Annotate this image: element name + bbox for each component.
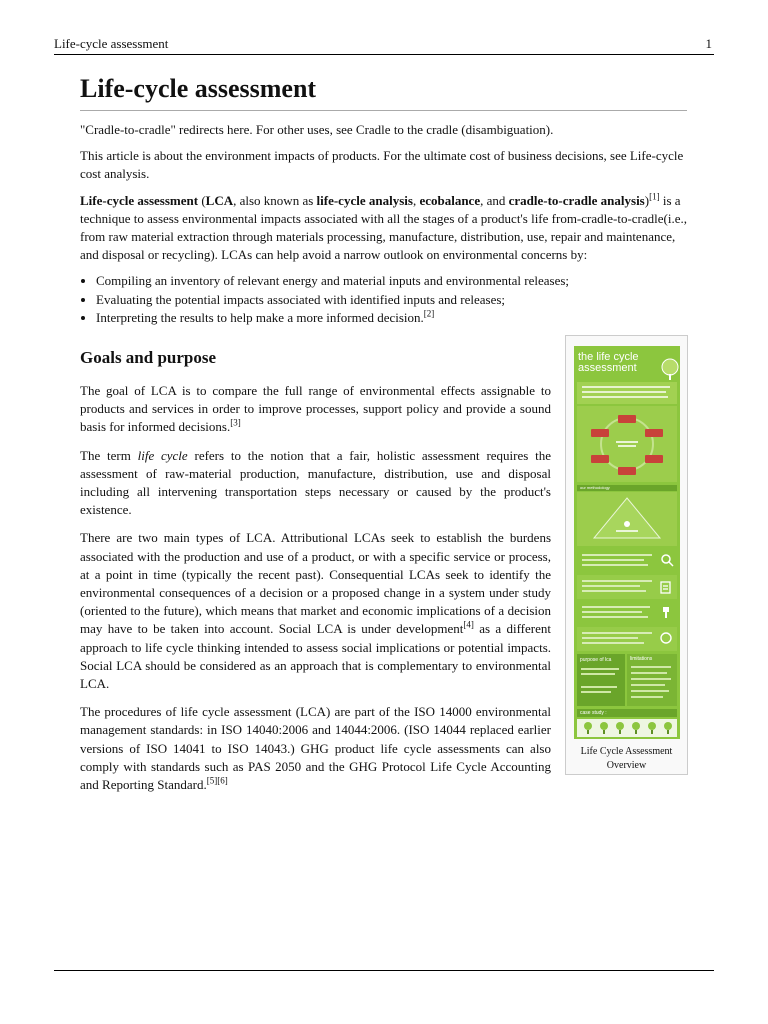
section-heading: Goals and purpose — [80, 348, 217, 368]
term-abbrev: LCA — [205, 192, 234, 208]
infographic-label-methodology: our methodology — [580, 485, 610, 490]
paragraph-text: refers to the notion that a fair, holistic assessment requires the assessment of raw-material production, manufacture, distribution, use and disposal including all intervening transportation steps necessary or caused by the product's existence. — [80, 447, 551, 518]
bullet-list — [80, 272, 687, 327]
term-lca: Life-cycle assessment — [80, 192, 199, 208]
list-item: • Evaluating the potential impacts associated with identified inputs and releases; — [96, 291, 687, 309]
paragraph-text: The goal of LCA is to compare the full range of environmental effects assignable to products and services in order to improve processes, support policy and provide a sound basis for informed decisions. — [80, 383, 551, 435]
page-number: 1 — [705, 36, 712, 51]
running-title: Life-cycle assessment — [54, 36, 169, 51]
infographic-label-purpose: purpose of lca — [580, 657, 612, 663]
figure-caption: Life Cycle Assessment Overview — [580, 746, 673, 771]
paragraph — [80, 447, 551, 520]
intro-paragraph — [80, 192, 687, 265]
infographic-graphics — [574, 346, 680, 739]
paragraph — [80, 529, 551, 693]
reference-link[interactable]: [4] — [463, 620, 474, 631]
paragraph — [80, 382, 551, 437]
term-ecobalance: ecobalance — [419, 192, 481, 208]
running-header — [54, 36, 714, 55]
term-cradle-to-cradle: cradle-to-cradle analysis — [508, 192, 645, 208]
page-title: Life-cycle assessment — [80, 72, 687, 111]
hatnote-about: This article is about the environment impacts of products. For the ultimate cost of business decisions, see Life-cycle cost analysis. — [80, 148, 684, 182]
reference-link[interactable]: [5][6] — [206, 775, 228, 786]
list-item-text: Interpreting the results to help make a more informed decision. — [96, 309, 424, 325]
paragraph-text: as a different approach to life cycle thinking intended to assess social implications or potential impacts. Social LCA should be considered as an approach that is complementary to environmental LCA. — [80, 621, 551, 692]
infographic-label-case: case study : — [580, 710, 607, 716]
intro-text: , — [412, 192, 420, 208]
paragraph-text: There are two main types of LCA. Attributional LCAs seek to establish the burdens associated with the production and use of a product, or with a specific service or process, at a point in time (typically the recent past). Consequential LCAs seek to identify the environmental consequences of a decision or a proposed change in a system under study (oriented to the future), which means that market and economic implications of a decision may have to be taken into account. Social LCA is under development — [80, 530, 551, 637]
lca-infographic[interactable] — [574, 346, 680, 739]
reference-link[interactable]: [1] — [649, 191, 660, 202]
paragraph-text: The procedures of life cycle assessment (LCA) are part of the ISO 14000 environmental management standards: in ISO 14040:2006 and 14044:2006. (ISO 14044 replaced earlier versions of ISO 14041 to ISO 14043.) GHG product life cycle assessments can also comply with standards such as PAS 2050 and the GHG Protocol Life Cycle Accounting and Reporting Standard. — [80, 704, 551, 793]
paragraph — [80, 703, 551, 794]
intro-text: is a technique to assess environmental impacts associated with all the stages of a product's life from-cradle-to-cradle(i.e., from raw material extraction through materials processing, manufacture, distribution, use, repair and maintenance, and disposal or recycling). LCAs can help avoid a narrow outlook on environmental concerns by: — [80, 192, 687, 263]
infographic-label-limitations: limitations — [630, 656, 653, 662]
paragraph-text: The term — [80, 447, 138, 463]
intro-text: , and — [480, 192, 509, 208]
infographic-title: the life cycle assessment — [578, 351, 639, 374]
thumbnail-figure[interactable] — [565, 335, 688, 775]
intro-text: , also known as — [233, 192, 317, 208]
reference-link[interactable]: [3] — [230, 418, 241, 429]
reference-link[interactable]: [2] — [423, 308, 435, 319]
emphasis: life cycle — [137, 447, 188, 463]
intro-text: ) — [644, 192, 650, 208]
list-item — [96, 309, 687, 327]
list-item: • Compiling an inventory of relevant energy and material inputs and environmental releases; — [96, 272, 687, 290]
hatnote-redirect: "Cradle-to-cradle" redirects here. For other uses, see Cradle to the cradle (disambiguation). — [80, 122, 554, 137]
intro-text: ( — [198, 192, 206, 208]
footer-rule — [54, 970, 714, 971]
term-life-cycle-analysis: life-cycle analysis — [316, 192, 413, 208]
tree-icon — [662, 359, 678, 380]
section-column — [80, 382, 551, 794]
